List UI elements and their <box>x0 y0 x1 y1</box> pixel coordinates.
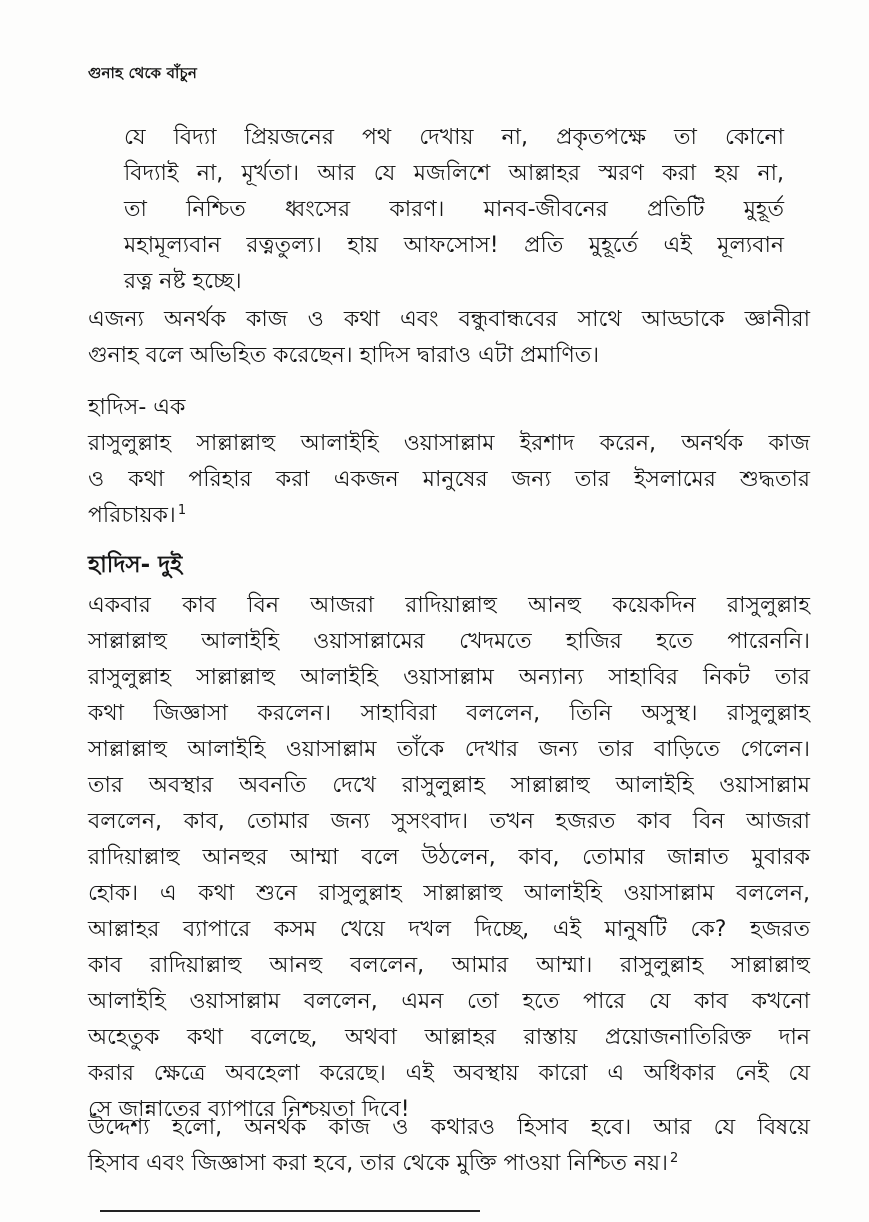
paragraph-line: উদ্দেশ্য হলো, অনর্থক কাজ ও কথারও হিসাব হবে। আর যে বিষয়ে <box>88 1115 810 1140</box>
paragraph-line: সাল্লাল্লাহু আলাইহি ওয়াসাল্লাম তাঁকে দেখার জন্য তার বাড়িতে গেলেন। <box>88 737 810 762</box>
paragraph-line: সে জান্নাতের ব্যাপারে নিশ্চয়তা দিবে! <box>88 1097 410 1122</box>
quote-line: যে বিদ্যা প্রিয়জনের পথ দেখায় না, প্রকৃতপক্ষে তা কোনো <box>124 125 784 150</box>
running-head: গুনাহ থেকে বাঁচুন <box>88 64 197 82</box>
paragraph-line: ও কথা পরিহার করা একজন মানুষের জন্য তার ইসলামের শুদ্ধতার <box>88 467 810 492</box>
paragraph-line: কাব রাদিয়াল্লাহু আনহু বললেন, আমার আম্মা। রাসুলুল্লাহ সাল্লাল্লাহু <box>88 953 810 978</box>
paragraph-line: কথা জিজ্ঞাসা করলেন। সাহাবিরা বললেন, তিনি অসুস্থ। রাসুলুল্লাহ <box>88 701 810 726</box>
footnote-marker: 1 <box>177 502 187 518</box>
paragraph-line: করার ক্ষেত্রে অবহেলা করেছে। এই অবস্থায় কারো এ অধিকার নেই যে <box>88 1061 810 1086</box>
paragraph-line <box>88 1146 810 1182</box>
quote-line: তা নিশ্চিত ধ্বংসের কারণ। মানব-জীবনের প্রতিটি মুহূর্ত <box>124 197 784 222</box>
hadith-one-heading: হাদিস- এক <box>88 395 186 420</box>
paragraph-line: আলাইহি ওয়াসাল্লাম বললেন, এমন তো হতে পারে যে কাব কখনো <box>88 989 810 1014</box>
hadith-one-text <box>88 426 810 534</box>
paragraph-line-text: পরিচায়ক। <box>88 503 176 528</box>
quote-block <box>124 120 784 300</box>
quote-line: বিদ্যাই না, মূর্খতা। আর যে মজলিশে আল্লাহর স্মরণ করা হয় না, <box>124 161 784 186</box>
paragraph-line: হোক। এ কথা শুনে রাসুলুল্লাহ সাল্লাল্লাহু আলাইহি ওয়াসাল্লাম বললেন, <box>88 881 810 906</box>
paragraph-line: রাদিয়াল্লাহু আনহুর আম্মা বলে উঠলেন, কাব, তোমার জান্নাত মুবারক <box>88 845 810 870</box>
paragraph-line: রাসুলুল্লাহ সাল্লাল্লাহু আলাইহি ওয়াসাল্লাম অন্যান্য সাহাবির নিকট তার <box>88 665 810 690</box>
paragraph-line: অহেতুক কথা বলেছে, অথবা আল্লাহর রাস্তায় প্রয়োজনাতিরিক্ত দান <box>88 1025 810 1050</box>
paragraph-line: রাসুলুল্লাহ সাল্লাল্লাহু আলাইহি ওয়াসাল্লাম ইরশাদ করেন, অনর্থক কাজ <box>88 431 810 456</box>
paragraph-line: সাল্লাল্লাহু আলাইহি ওয়াসাল্লামের খেদমতে হাজির হতে পারেননি। <box>88 629 810 654</box>
paragraph-line <box>88 498 810 534</box>
quote-line: মহামূল্যবান রত্নতুল্য। হায় আফসোস! প্রতি মুহূর্তে এই মূল্যবান <box>124 233 784 258</box>
hadith-two-text <box>88 588 810 1128</box>
hadith-two-heading: হাদিস- দুই <box>88 552 183 578</box>
paragraph-conclusion <box>88 1110 810 1182</box>
paragraph-line: বললেন, কাব, তোমার জন্য সুসংবাদ। তখন হজরত কাব বিন আজরা <box>88 809 810 834</box>
paragraph-line: গুনাহ বলে অভিহিত করেছেন। হাদিস দ্বারাও এটা প্রমাণিত। <box>88 343 600 368</box>
paragraph-intro <box>88 302 810 374</box>
paragraph-line: আল্লাহর ব্যাপারে কসম খেয়ে দখল দিচ্ছে, এই মানুষটি কে? হজরত <box>88 917 810 942</box>
paragraph-line-text: হিসাব এবং জিজ্ঞাসা করা হবে, তার থেকে মুক্তি পাওয়া নিশ্চিত নয়। <box>88 1151 668 1176</box>
paragraph-line: এজন্য অনর্থক কাজ ও কথা এবং বন্ধুবান্ধবের সাথে আড্ডাকে জ্ঞানীরা <box>88 307 810 332</box>
footnote-separator <box>100 1210 480 1212</box>
paragraph-line: একবার কাব বিন আজরা রাদিয়াল্লাহু আনহু কয়েকদিন রাসুলুল্লাহ <box>88 593 810 618</box>
quote-line: রত্ন নষ্ট হচ্ছে। <box>124 269 242 294</box>
footnote-marker: 2 <box>669 1150 679 1166</box>
paragraph-line: তার অবস্থার অবনতি দেখে রাসুলুল্লাহ সাল্লাল্লাহু আলাইহি ওয়াসাল্লাম <box>88 773 810 798</box>
